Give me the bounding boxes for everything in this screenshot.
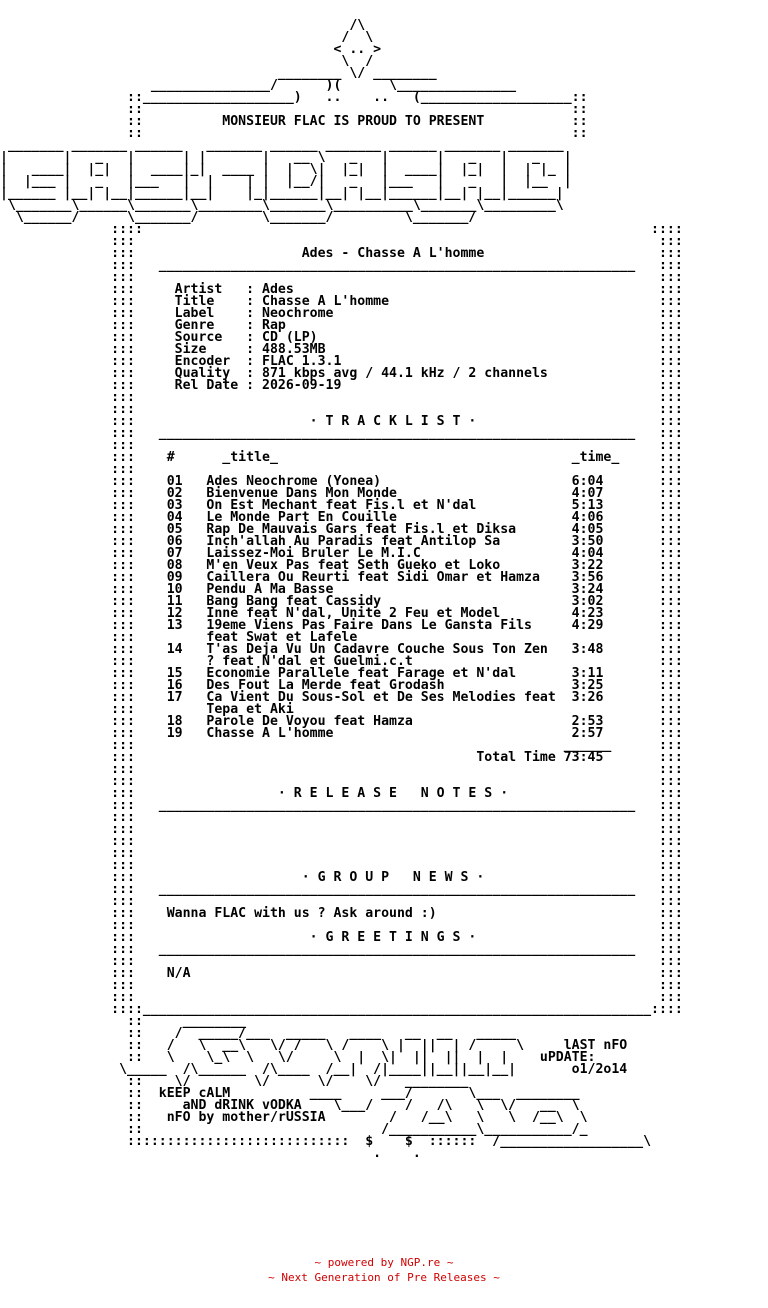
ascii-art-line: /\ bbox=[0, 18, 366, 33]
ascii-logo-line: \_____ /\______ /\____ /__| /|____||__||__|__| o1/2o14 bbox=[0, 1062, 628, 1077]
ascii-art-line: |______ |__| |__|______|__| |_|______|__| |__|______|__| |__|______| bbox=[0, 186, 564, 201]
info-row-label: ::: Label : Neochrome ::: bbox=[0, 306, 683, 321]
info-row-size: ::: Size : 488.53MB ::: bbox=[0, 342, 683, 357]
nfo-blank-line: ::: ::: bbox=[0, 894, 683, 909]
nfo-blank-line: ::: ::: bbox=[0, 774, 683, 789]
track-row: ::: 05 Rap De Mauvais Gars feat Fis.l et Diksa 4:05 ::: bbox=[0, 522, 683, 537]
ascii-art-line: :: :: bbox=[0, 126, 588, 141]
track-row: ::: 01 Ades Neochrome (Yonea) 6:04 ::: bbox=[0, 474, 683, 489]
info-row-artist: ::: Artist : Ades ::: bbox=[0, 282, 683, 297]
ascii-art-line: :: :: bbox=[0, 102, 588, 117]
ngp-link[interactable]: ~ powered by NGP.re ~ bbox=[314, 1256, 454, 1269]
nfo-blank-line: ::: ::: bbox=[0, 234, 683, 249]
track-row: ::: 16 Des Fout La Merde feat Grodash 3:25 ::: bbox=[0, 678, 683, 693]
ascii-logo-line: :: /___________\___________/_ bbox=[0, 1122, 588, 1137]
nfo-blank-line: ::: ::: bbox=[0, 990, 683, 1005]
nfo-blank-line: ::: ::: bbox=[0, 822, 683, 837]
track-row: ::: 07 Laissez-Moi Bruler Le M.I.C 4:04 ::: bbox=[0, 546, 683, 561]
box-bottom: ::::________________________________________________________________:::: bbox=[0, 1002, 683, 1017]
track-row: ::: 06 Inch'allah Au Paradis feat Antilop Sa 3:50 ::: bbox=[0, 534, 683, 549]
greetings-text: ::: N/A ::: bbox=[0, 966, 683, 981]
group-news-text: ::: Wanna FLAC with us ? Ask around :) ::: bbox=[0, 906, 683, 921]
ascii-art-line: _______________/ )( \_______________ bbox=[0, 78, 517, 93]
section-divider: ::: ____________________________________________________________ ::: bbox=[0, 798, 683, 813]
track-row: ::: 09 Caillera Ou Reurti feat Sidi Omar et Hamza 3:56 ::: bbox=[0, 570, 683, 585]
ascii-logo-line: :: / \ __\ \/ / \ / \ | || | / \ lAST nFO bbox=[0, 1038, 628, 1053]
ascii-art-line: \ / bbox=[0, 54, 374, 69]
ascii-art-line: ________ \/ ________ bbox=[0, 66, 437, 81]
nfo-document bbox=[0, 20, 768, 1160]
ascii-art-line: _______ _______ ______ _______ ______ _______ ______ _______ _______ bbox=[0, 138, 564, 153]
ascii-art-line: | |___ | _ |___ | | | | |__/| _ |___ | _ | |__ | bbox=[0, 174, 572, 189]
ascii-logo-line: :: \/ \/ \/ \/ ________ bbox=[0, 1074, 469, 1089]
tracklist-column-header: ::: # _title_ _time_ ::: bbox=[0, 450, 683, 465]
nfo-blank-line: ::: ::: bbox=[0, 438, 683, 453]
total-time: ::: Total Time 73:45 ::: bbox=[0, 750, 683, 765]
ascii-logo-line: :::::::::::::::::::::::::::: $ $ :::::: /__________________\ bbox=[0, 1134, 652, 1149]
nfo-blank-line: ::: ::: bbox=[0, 390, 683, 405]
ascii-logo-line: . . bbox=[0, 1146, 421, 1161]
ascii-art-line: \_______\______\_______\________\_______\__________\_______\_________\ bbox=[0, 198, 564, 213]
info-row-encoder: ::: Encoder : FLAC 1.3.1 ::: bbox=[0, 354, 683, 369]
info-row-quality: ::: Quality : 871 kbps avg / 44.1 kHz / 2 channels ::: bbox=[0, 366, 683, 381]
nfo-blank-line: ::: ::: bbox=[0, 762, 683, 777]
ascii-art-line: | ____| |_| | ____|_| ____ | | \| |_| | ____| |_| | | |_ | bbox=[0, 162, 572, 177]
ascii-logo-line: :: ________ bbox=[0, 1014, 247, 1029]
nfo-blank-line: ::: ::: bbox=[0, 462, 683, 477]
release-notes-heading: ::: · R E L E A S E N O T E S · ::: bbox=[0, 786, 683, 801]
footer-tagline bbox=[0, 1270, 768, 1285]
track-row: ::: 15 Economie Parallele feat Farage et N'dal 3:11 ::: bbox=[0, 666, 683, 681]
info-row-source: ::: Source : CD (LP) ::: bbox=[0, 330, 683, 345]
nfo-blank-line: ::: ::: bbox=[0, 270, 683, 285]
track-row: ::: 14 T'as Deja Vu Un Cadavre Couche Sous Ton Zen 3:48 ::: bbox=[0, 642, 683, 657]
ascii-logo-line: :: \ \_\ \ \/ \ | \| || || | | uPDATE: bbox=[0, 1050, 596, 1065]
ascii-art-line: :: MONSIEUR FLAC IS PROUD TO PRESENT :: bbox=[0, 114, 588, 129]
nfo-blank-line: ::: ::: bbox=[0, 954, 683, 969]
ascii-logo-line: :: nFO by mother/rUSSIA / /__\ \ \ /__\ \ bbox=[0, 1110, 588, 1125]
ascii-art-line: \______/ \_______/ \_______/ \_______/ bbox=[0, 210, 477, 225]
track-row: ::: 12 Inne feat N'dal, Unite 2 Feu et Model 4:23 ::: bbox=[0, 606, 683, 621]
track-row-continued: ::: feat Swat et Lafele ::: bbox=[0, 630, 683, 645]
greetings-heading: ::: · G R E E T I N G S · ::: bbox=[0, 930, 683, 945]
total-rule: ::: ______ ::: bbox=[0, 738, 683, 753]
nfo-blank-line: ::: ::: bbox=[0, 402, 683, 417]
footer-tagline-text: ~ Next Generation of Pre Releases ~ bbox=[268, 1271, 500, 1284]
ascii-logo-line: :: kEEP cALM ____ ___/ \___ ________ bbox=[0, 1086, 580, 1101]
section-divider: ::: ____________________________________________________________ ::: bbox=[0, 426, 683, 441]
track-row: ::: 10 Pendu A Ma Basse 3:24 ::: bbox=[0, 582, 683, 597]
tracklist-heading: ::: · T R A C K L I S T · ::: bbox=[0, 414, 683, 429]
info-row-rel-date: ::: Rel Date : 2026-09-19 ::: bbox=[0, 378, 683, 393]
track-row: ::: 03 On Est Mechant feat Fis.l et N'dal 5:13 ::: bbox=[0, 498, 683, 513]
ascii-art-line: / \ bbox=[0, 30, 374, 45]
section-divider: ::: ____________________________________________________________ ::: bbox=[0, 882, 683, 897]
group-news-heading: ::: · G R O U P N E W S · ::: bbox=[0, 870, 683, 885]
nfo-blank-line: ::: ::: bbox=[0, 858, 683, 873]
track-row: ::: 02 Bienvenue Dans Mon Monde 4:07 ::: bbox=[0, 486, 683, 501]
nfo-blank-line: ::: ::: bbox=[0, 846, 683, 861]
track-row: ::: 17 Ca Vient Du Sous-Sol et De Ses Melodies feat 3:26 ::: bbox=[0, 690, 683, 705]
ascii-art-line: ::___________________) .. .. (___________________:: bbox=[0, 90, 588, 105]
nfo-blank-line: ::: ::: bbox=[0, 810, 683, 825]
nfo-blank-line: ::: ::: bbox=[0, 918, 683, 933]
ascii-art-line: | | _ | | | | __ \ _ | | _ | _ | bbox=[0, 150, 572, 165]
nfo-blank-line: ::: ::: bbox=[0, 978, 683, 993]
nfo-blank-line: ::: ::: bbox=[0, 834, 683, 849]
info-row-genre: ::: Genre : Rap ::: bbox=[0, 318, 683, 333]
section-divider: ::: ____________________________________________________________ ::: bbox=[0, 258, 683, 273]
track-row: ::: 13 19eme Viens Pas Faire Dans Le Gansta Fils 4:29 ::: bbox=[0, 618, 683, 633]
box-top: :::: :::: bbox=[0, 222, 683, 237]
footer-powered-by[interactable] bbox=[0, 1255, 768, 1270]
ascii-art-line: < .. > bbox=[0, 42, 382, 57]
track-row-continued: ::: Tepa et Aki ::: bbox=[0, 702, 683, 717]
track-row: ::: 19 Chasse A L'homme 2:57 ::: bbox=[0, 726, 683, 741]
info-row-title: ::: Title : Chasse A L'homme ::: bbox=[0, 294, 683, 309]
track-row: ::: 18 Parole De Voyou feat Hamza 2:53 ::: bbox=[0, 714, 683, 729]
track-row: ::: 11 Bang Bang feat Cassidy 3:02 ::: bbox=[0, 594, 683, 609]
ascii-logo-line: :: aND dRINK vODKA \___/ / /\ \ \/ __ \ bbox=[0, 1098, 580, 1113]
track-row: ::: 08 M'en Veux Pas feat Seth Gueko et Loko 3:22 ::: bbox=[0, 558, 683, 573]
ascii-logo-line: :: / _____/___ _____ ____ __ __ _____ bbox=[0, 1026, 517, 1041]
release-title: ::: Ades - Chasse A L'homme ::: bbox=[0, 246, 683, 261]
track-row: ::: 04 Le Monde Part En Couille 4:06 ::: bbox=[0, 510, 683, 525]
track-row-continued: ::: ? feat N'dal et Guelmi.c.t ::: bbox=[0, 654, 683, 669]
section-divider: ::: ____________________________________________________________ ::: bbox=[0, 942, 683, 957]
